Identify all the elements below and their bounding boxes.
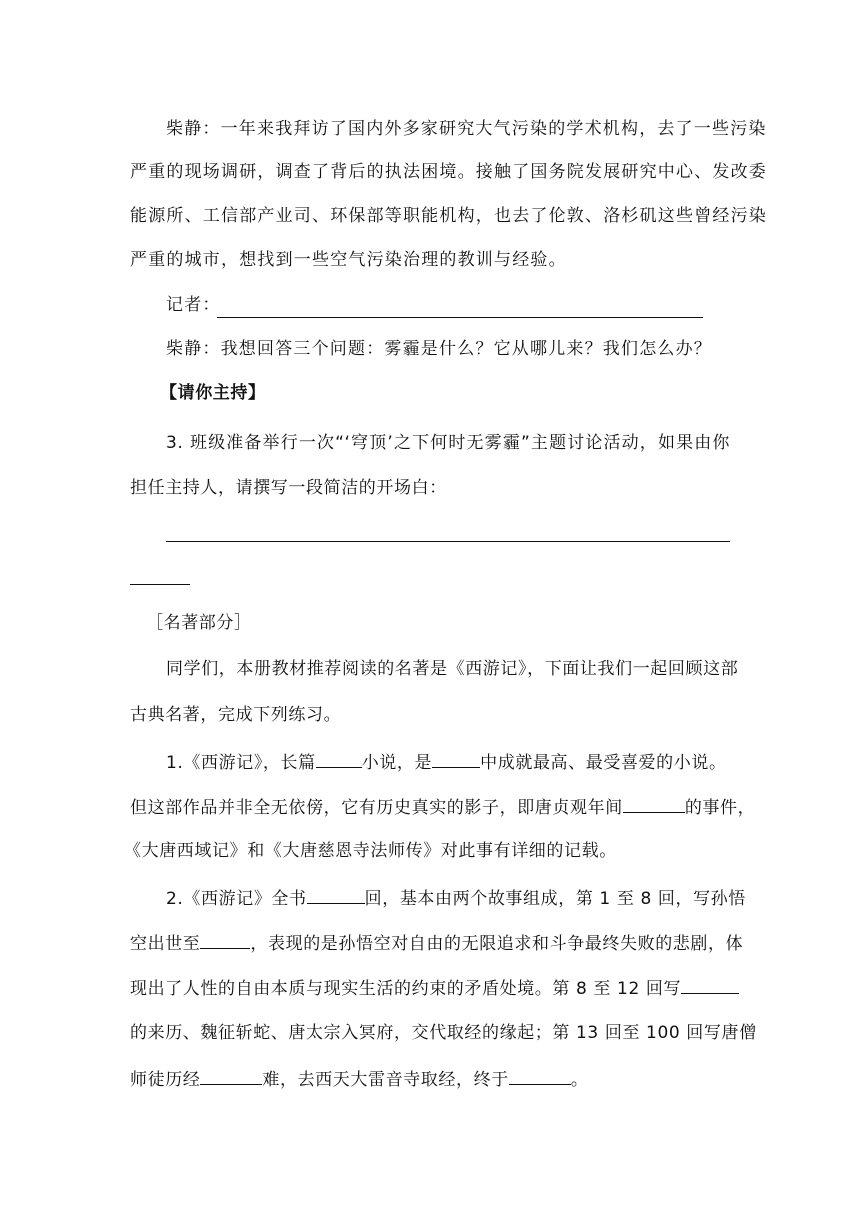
q2-blank-result[interactable] [509, 1066, 571, 1085]
q2-blank-hardships[interactable] [200, 1066, 262, 1085]
opening-speech-blank-1[interactable] [166, 541, 730, 542]
q2-text-h: 。 [570, 1070, 589, 1090]
q1-line-1 [166, 749, 730, 775]
q2-line-2 [130, 930, 744, 956]
q2-blank-chapters[interactable] [307, 885, 365, 904]
q2-text-c: 空出世至 [130, 934, 201, 954]
host-section-heading: 【请你主持】 [160, 383, 266, 403]
q2-line-4: 的来历、魏征斩蛇、唐太宗入冥府，交代取经的缘起；第 13 回至 100 回写唐僧 [130, 1023, 757, 1043]
q2-blank-story[interactable] [200, 930, 250, 949]
q2-text-d: ，表现的是孙悟空对自由的无限追求和斗争最终失败的悲剧，体 [250, 934, 744, 954]
q2-text-b: 回，基本由两个故事组成，第 1 至 8 回，写孙悟 [364, 889, 746, 909]
reporter-answer-blank[interactable] [217, 317, 703, 318]
opening-speech-blank-2[interactable] [130, 584, 190, 585]
q1-line-2 [130, 794, 756, 820]
q1-blank-category[interactable] [432, 749, 480, 768]
q3-line-1: 3. 班级准备举行一次“‘穹顶’之下何时无雾霾”主题讨论活动，如果由你 [166, 433, 730, 453]
chai-answer: 柴静：我想回答三个问题：雾霾是什么？它从哪儿来？我们怎么办？ [166, 339, 712, 359]
classics-intro-line-1: 同学们，本册教材推荐阅读的名著是《西游记》，下面让我们一起回顾这部 [166, 659, 739, 679]
q2-line-1 [166, 885, 746, 911]
q1-blank-event[interactable] [623, 794, 685, 813]
q3-line-2: 担任主持人，请撰写一段简洁的开场白： [130, 478, 447, 498]
q1-text-c: 中成就最高、最受喜爱的小说。 [480, 753, 727, 773]
q1-text-e: 的事件， [684, 798, 756, 818]
q1-line-3: 《大唐西域记》和《大唐慈恩寺法师传》对此事有详细的记载。 [124, 841, 617, 861]
interview-line-2: 严重的现场调研，调查了背后的执法困境。接触了国务院发展研究中心、发改委 [130, 162, 767, 182]
q1-text-b: 小说，是 [361, 753, 433, 773]
q2-text-g: 难，去西天大雷音寺取经，终于 [262, 1070, 509, 1090]
reporter-label: 记者： [166, 295, 221, 315]
q2-line-3 [130, 975, 730, 1001]
q2-blank-person[interactable] [681, 975, 739, 994]
q2-text-f: 师徒历经 [130, 1070, 201, 1090]
classics-intro-line-2: 古典名著，完成下列练习。 [130, 705, 342, 725]
q1-text-d: 但这部作品并非全无依傍，它有历史真实的影子，即唐贞观年间 [130, 798, 623, 818]
interview-line-4: 严重的城市，想找到一些空气污染治理的教训与经验。 [130, 250, 567, 270]
q2-text-e: 现出了人性的自由本质与现实生活的约束的矛盾处境。第 8 至 12 回写 [130, 979, 682, 999]
q2-text-a: 2.《西游记》全书 [166, 889, 307, 909]
classics-heading: ［名著部分］ [146, 613, 252, 633]
q1-blank-genre[interactable] [316, 749, 362, 768]
q2-line-5 [130, 1066, 730, 1092]
interview-line-1: 柴静：一年来我拜访了国内外多家研究大气污染的学术机构，去了一些污染 [166, 119, 767, 139]
interview-line-3: 能源所、工信部产业司、环保部等职能机构，也去了伦敦、洛杉矶这些曾经污染 [130, 206, 767, 226]
q1-text-a: 1.《西游记》，长篇 [166, 753, 316, 773]
reporter-line [166, 293, 730, 317]
